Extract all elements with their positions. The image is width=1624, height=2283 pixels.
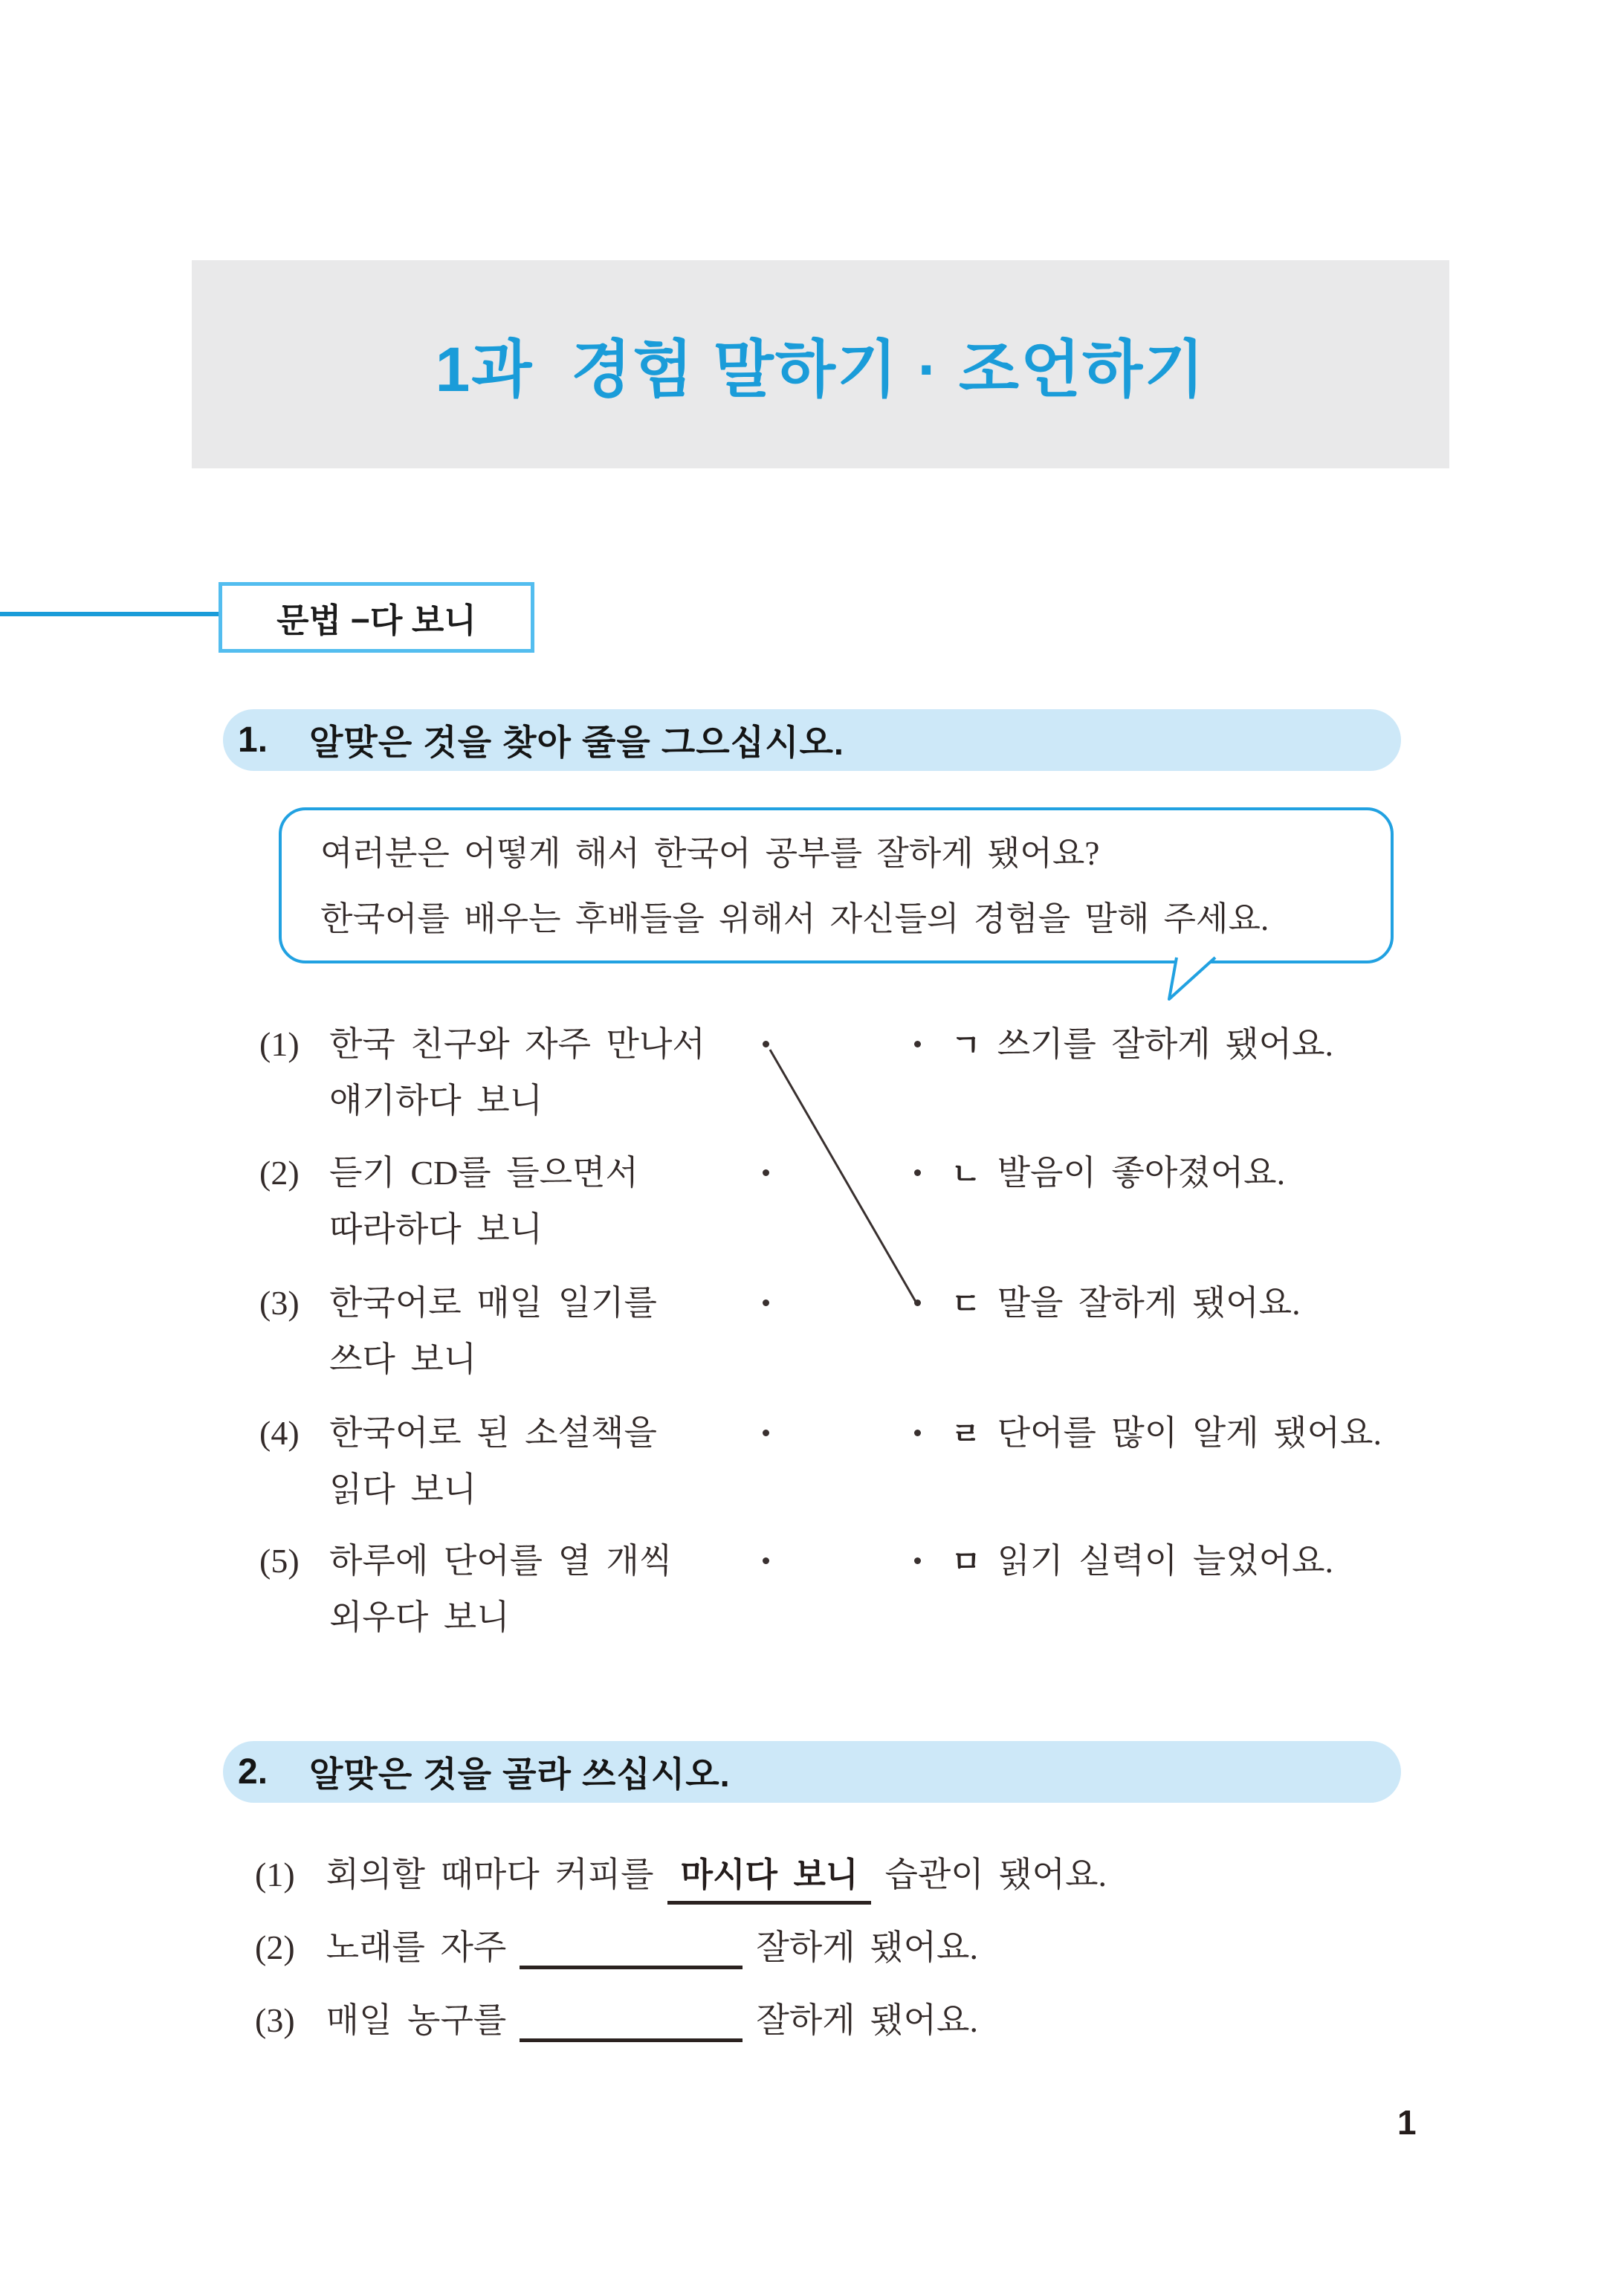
- match-dot-right-3[interactable]: [914, 1299, 921, 1306]
- match-dot-right-2[interactable]: [914, 1169, 921, 1176]
- match-dot-right-1[interactable]: [914, 1041, 921, 1047]
- option-text: 단어를 많이 알게 됐어요.: [997, 1414, 1382, 1452]
- fill-row-1: [255, 1852, 1120, 1905]
- section2-heading-bar: [223, 1741, 1401, 1803]
- match-option-g: [951, 1021, 1333, 1068]
- match-dot-left-5[interactable]: [763, 1557, 769, 1564]
- match-item-text-line1: 한국 친구와 자주 만나서: [329, 1025, 705, 1063]
- match-item-number: (4): [259, 1414, 300, 1452]
- match-item-2: [259, 1145, 638, 1258]
- match-item-text-line2: 쓰다 보니: [329, 1340, 477, 1378]
- fill-row-text-after: 습관이 됐어요.: [884, 1856, 1107, 1893]
- match-item-4: [259, 1405, 657, 1518]
- option-text: 발음이 좋아졌어요.: [997, 1154, 1286, 1192]
- option-letter: ㅁ: [951, 1545, 981, 1579]
- speech-bubble: [279, 807, 1394, 963]
- match-dot-right-5[interactable]: [914, 1557, 921, 1564]
- option-text: 읽기 실력이 늘었어요.: [997, 1542, 1334, 1580]
- option-letter: ㄷ: [951, 1287, 981, 1321]
- match-dot-right-4[interactable]: [914, 1430, 921, 1436]
- match-item-number: (5): [259, 1542, 300, 1580]
- match-item-1: [259, 1016, 705, 1129]
- chapter-title: 1과 경험 말하기 · 조언하기: [435, 334, 1206, 404]
- match-option-d: [951, 1280, 1301, 1327]
- speech-bubble-line1: 여러분은 어떻게 해서 한국어 공부를 잘하게 됐어요?: [320, 835, 1100, 872]
- match-item-text-line1: 듣기 CD를 들으면서: [329, 1154, 638, 1192]
- match-item-text-line2: 읽다 보니: [329, 1470, 477, 1508]
- match-item-5: [259, 1533, 672, 1646]
- match-option-m: [951, 1538, 1333, 1585]
- match-item-number: (2): [259, 1154, 300, 1192]
- fill-row-number: (1): [255, 1856, 295, 1893]
- fill-row-text-after: 잘하게 됐어요.: [756, 1928, 978, 1966]
- match-option-r: [951, 1410, 1382, 1457]
- grammar-tag-label: 문법 −다 보니: [276, 601, 476, 639]
- match-dot-left-3[interactable]: [763, 1299, 769, 1306]
- match-item-text-line1: 한국어로 매일 일기를: [329, 1284, 657, 1322]
- grammar-tag-box: [219, 582, 534, 653]
- fill-row-number: (3): [255, 2001, 295, 2039]
- section1-title: 알맞은 것을 찾아 줄을 그으십시오.: [309, 723, 844, 762]
- option-text: 말을 잘하게 됐어요.: [997, 1284, 1301, 1322]
- match-dot-left-2[interactable]: [763, 1169, 769, 1176]
- section1-heading-bar: [223, 709, 1401, 771]
- page-number: 1: [1397, 2103, 1417, 2142]
- fill-row-text-after: 잘하게 됐어요.: [756, 2001, 978, 2039]
- fill-row-blank[interactable]: [520, 1966, 743, 1969]
- fill-row-text-before: 노래를 자주: [326, 1928, 507, 1966]
- option-letter: ㄹ: [951, 1417, 981, 1451]
- fill-row-text-before: 회의할 때마다 커피를: [326, 1856, 654, 1893]
- fill-row-3: [255, 1998, 991, 2044]
- match-item-text-line1: 하루에 단어를 열 개씩: [329, 1542, 673, 1580]
- fill-row-blank[interactable]: [520, 2038, 743, 2042]
- speech-bubble-line2: 한국어를 배우는 후배들을 위해서 자신들의 경험을 말해 주세요.: [320, 900, 1269, 937]
- chapter-header: [192, 260, 1449, 468]
- speech-bubble-tail: [1169, 958, 1215, 999]
- match-item-text-line2: 외우다 보니: [329, 1598, 510, 1636]
- match-dot-left-1[interactable]: [763, 1041, 769, 1047]
- section2-title: 알맞은 것을 골라 쓰십시오.: [309, 1754, 731, 1794]
- option-text: 쓰기를 잘하게 됐어요.: [997, 1025, 1334, 1063]
- match-item-number: (3): [259, 1284, 300, 1322]
- section2-number: 2.: [238, 1752, 268, 1792]
- match-item-text-line1: 한국어로 된 소설책을: [329, 1414, 657, 1452]
- section1-number: 1.: [238, 720, 268, 760]
- fill-row-text-before: 매일 농구를: [326, 2001, 507, 2039]
- match-item-number: (1): [259, 1025, 300, 1063]
- match-dot-left-4[interactable]: [763, 1430, 769, 1436]
- option-letter: ㄱ: [951, 1028, 981, 1062]
- answer-connection-line: [770, 1050, 916, 1302]
- fill-row-number: (2): [255, 1928, 295, 1966]
- fill-row-answer[interactable]: 마시다 보니: [667, 1852, 872, 1905]
- match-option-n: [951, 1150, 1285, 1197]
- fill-row-2: [255, 1925, 991, 1971]
- match-item-3: [259, 1275, 657, 1388]
- match-item-text-line2: 따라하다 보니: [329, 1210, 543, 1248]
- grammar-rule-line: [0, 612, 220, 616]
- option-letter: ㄴ: [951, 1157, 981, 1191]
- match-item-text-line2: 얘기하다 보니: [329, 1082, 543, 1120]
